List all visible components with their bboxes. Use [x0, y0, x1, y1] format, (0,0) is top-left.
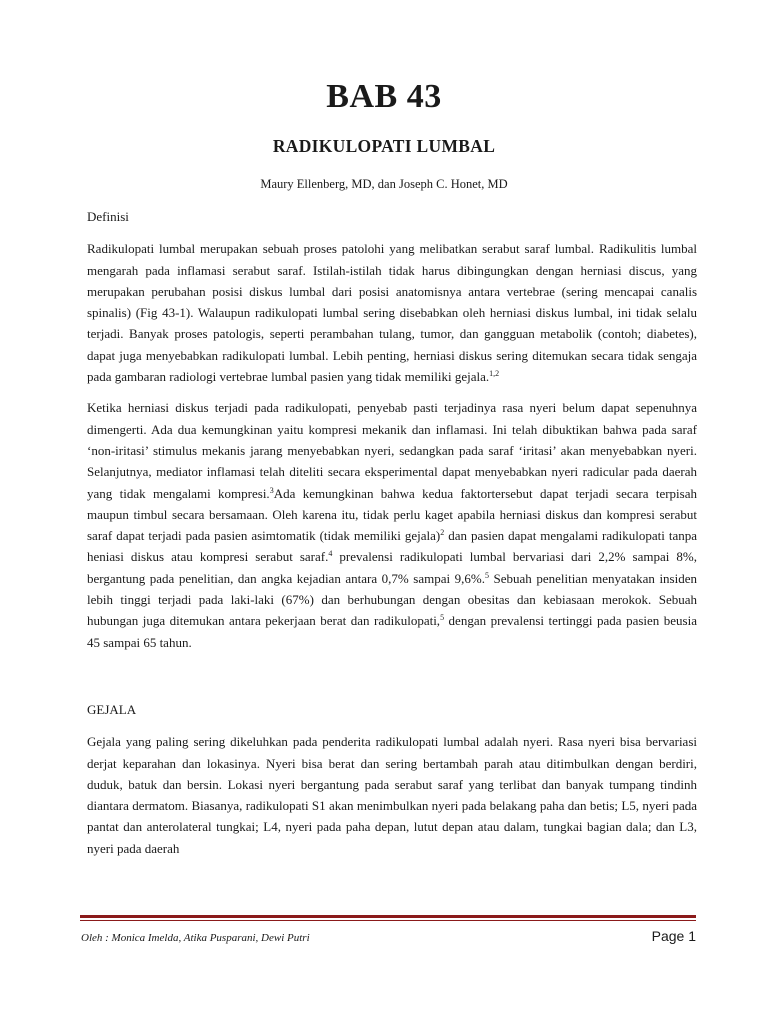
section-heading-gejala: GEJALA [87, 701, 137, 717]
paragraph-symptoms: Gejala yang paling sering dikeluhkan pada penderita radikulopati lumbal adalah nyeri. Rasa nyeri bisa bervariasi derjat keparahan dan lokasinya. Nyeri bisa berat dan sering bertambah parah atau ditimbulkan dengan berdiri, duduk, batuk dan bersin. Lokasi nyeri bergantung pada serabut saraf yang terlibat dan banyak tumpang tindinh diantara dermatom. Biasanya, radikulopati S1 akan menimbulkan nyeri pada belakang paha dan betis; L5, nyeri pada pantat dan anterolateral tungkai; L4, nyeri pada paha depan, lutut depan atau dalam, tungkai bagian dala; dan L3, nyeri pada daerah [87, 734, 697, 856]
citation: 1,2 [489, 369, 500, 379]
paragraph-pathophysiology [87, 397, 697, 653]
chapter-number: BAB 43 [326, 78, 442, 115]
section-label-definisi: Definisi [87, 209, 129, 224]
footer-authors: Oleh : Monica Imelda, Atika Pusparani, Dewi Putri [81, 932, 310, 944]
paragraph-text: Radikulopati lumbal merupakan sebuah proses patolohi yang melibatkan serabut saraf lumbal. Radikulitis lumbal mengarah pada inflamasi serabut saraf. Istilah-istilah tidak harus dibingungkan dengan herniasi discus, yang merupakan perubahan posisi diskus lumbal dari posisi anatomisnya antara vertebrae (sering mencapai canalis spinalis) (Fig 43-1). Walaupun radikulopati lumbal sering disebabkan oleh herniasi diskus lumbal, ini tidak selalu terjadi. Banyak proses patologis, seperti perambahan tulang, tumor, dan gangguan metabolik (contoh; diabetes), dapat juga menyebabkan radikulopati lumbal. Lebih penting, herniasi diskus sering ditemukan secara tidak sengaja pada gambaran radiologi vertebrae lumbal pasien yang tidak memiliki gejala. [87, 241, 697, 385]
citation: 2 [440, 528, 445, 538]
footer-rule-thick [80, 915, 696, 918]
paragraph-text: Ketika herniasi diskus terjadi pada radikulopati, penyebab pasti terjadinya rasa nyeri belum dapat sepenuhnya dimengerti. Ada dua kemungkinan yaitu kompresi mekanik dan inflamasi. Ini telah dibuktikan bahwa pada saraf ‘non-iritasi’ stimulus mekanis jarang menyebabkan nyeri, sedangkan pada saraf ‘iritasi’ akan menyebabkan nyeri. Selanjutnya, mediator inflamasi telah diteliti secara eksperimental dapat menyebabkan nyeri radicular pada daerah yang tidak mengalami kompresi. [87, 400, 697, 501]
citation: 5 [440, 613, 445, 623]
paragraph-text: Sebuah penelitian menyatakan insiden lebih tinggi terjadi pada laki-laki (67%) dan berhubungan dengan obesitas dan kebiasaan merokok. Sebuah hubungan juga ditemukan antara pekerjaan berat dan radikulopati, [87, 570, 698, 629]
paragraph-text: dengan prevalensi tertinggi pada pasien beusia 45 sampai 65 tahun. [87, 613, 697, 650]
paragraph-text: dan pasien dapat mengalami radikulopati tanpa heniasi diskus atau kompresi serabut saraf. [87, 528, 698, 565]
footer-rule-thin [80, 920, 696, 921]
paragraph-definition [87, 238, 697, 387]
chapter-authors: Maury Ellenberg, MD, dan Joseph C. Honet, MD [260, 177, 508, 191]
citation: 3 [269, 485, 274, 495]
chapter-title: RADIKULOPATI LUMBAL [272, 136, 496, 156]
page-number: Page 1 [651, 928, 696, 944]
citation: 4 [328, 549, 333, 559]
paragraph-text: Ada kemungkinan bahwa kedua faktortersebut dapat terjadi secara terpisah maupun timbul secara bersamaan. Oleh karena itu, tidak perlu kaget apabila herniasi diskus dan kompresi serabut saraf dapat terjadi pada pasien asimtomatik (tidak memiliki gejala) [87, 485, 697, 544]
paragraph-text: prevalensi radikulopati lumbal bervariasi dari 2,2% sampai 8%, bergantung pada penelitian, dan angka kejadian antara 0,7% sampai 9,6%. [87, 549, 697, 586]
body-content [87, 206, 697, 859]
citation: 5 [484, 570, 489, 580]
